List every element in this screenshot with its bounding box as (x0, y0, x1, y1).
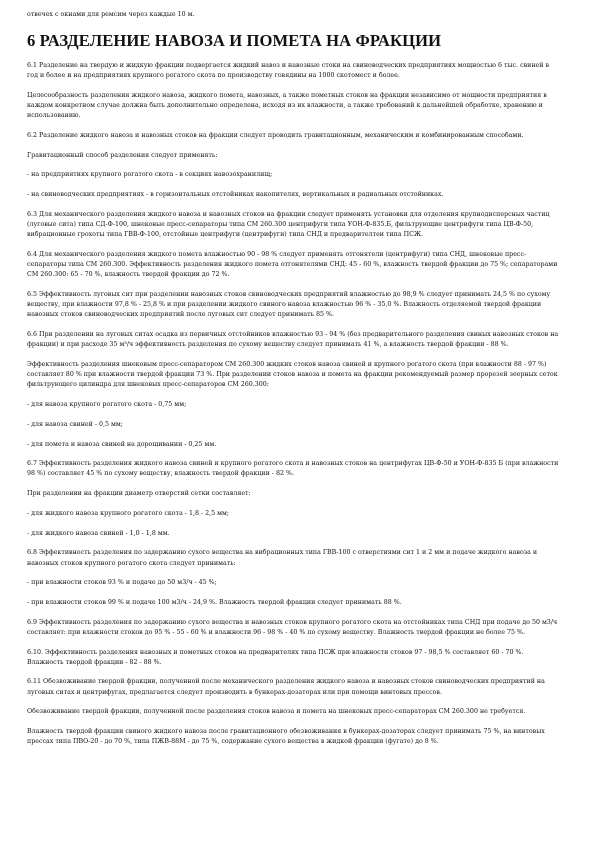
paragraph: 6.7 Эффективность разделения жидкого навоза свиней и крупного рогатого скота и навозных стоков на центрифугах ЦВ-Ф-50 и УОН-Ф-835 Б (при влажности 98 %) составляет 45 % по сухому веществу, влажность твердой фракции - 82 %. (27, 460, 559, 478)
section-title: 6 РАЗДЕЛЕНИЕ НАВОЗА И ПОМЕТА НА ФРАКЦИИ (27, 31, 442, 50)
paragraph: 6.3 Для механического разделения жидкого навоза и навозных стоков на фракции следует применять установки для отделения крупнодисперсных частиц (луговые сита) типа СД-Ф-100, шнековые пресс-сепараторы типа СМ 260.300 центрифуги типа УОН-Ф-835.Б, фильтрующие центрифуги типа ЦВ-Ф-50, вибрационные грохоты типа ГВВ-Ф-100, отстойные центрифуги (центрифуги) типа СНД и предварителтеи типа ПСЖ. (27, 210, 550, 239)
paragraph: - на свиноводческих предприятиях - в горизонтальных отстойниках накопителях, вертикальных и радиальных отстойниках. (27, 191, 444, 199)
paragraph: Эффективность разделения шнековым пресс-сепаратором СМ 260.300 жидких стоков навоза свиней и крупного рогатого скота (при влажности 88 - 97 %) составляет 80 % при влажности твердой фракции 73 %. При разделении стоков навоза и помета на фракции рекомендуемый размер прорезей зеерных сеток фильтрующего цилиндра для шнековых пресс-сепараторов СМ 260.300: (27, 361, 558, 389)
paragraph: - для помета и навоза свиней на дорощивании - 0,25 мм. (27, 440, 217, 448)
section-body (27, 61, 559, 747)
paragraph: 6.1 Разделение на твердую и жидкую фракции подвергается жидкий навоз и навозные стоки на свиноводческих предприятиях мощностью 6 тыс. свиней в год и более и на предприятиях крупного рогатого скота по производству говядины на 1000 скотомест и более. (27, 62, 550, 80)
paragraph: 6.5 Эффективность луговых сит при разделении навозных стоков свиноводческих предприятий влажностью до 98,9 % следует принимать 24,5 % по сухому веществу, при влажности 97,8 % - 25,8 % и при разделении жидкого свиного навоза влажностью 96 % - 35,0 %. Влажность отделяемой твердой фракции навозных стоков свиноводческих предприятий после луговых сит следует принимать 85 %. (27, 291, 551, 319)
paragraph: При разделении на фракции диаметр отверстий сетки составляет: (27, 490, 251, 498)
paragraph: Целесообразность разделения жидкого навоза, жидкого помета, навозных, а также пометных стоков на фракции независимо от мощности предприятия в каждом конкретном случае должна быть дополнительно определена, исходя из их влажности, а также требований к дальнейшей обработке, хранению и использованию. (27, 91, 547, 120)
paragraph: Влажность твердой фракции свиного жидкого навоза после гравитационного обезвоживания в бункерах-дозаторах следует принимать 75 %, на винтовых прессах типа ПВО-20 - до 70 %, типа ПЖВ-88М - до 75 %, содержание сухого вещества в жидкой фракции (фугате) до 8 %. (27, 728, 545, 746)
paragraph: 6.4 Для механического разделения жидкого помета влажностью 90 - 98 % следует применять отгонятели (центрифуги) типа СНД, шнековые пресс-сепараторы типа СМ 260.300. Эффективность разделения жидкого помета отгонятелями СНД: 45 - 60 %, влажность твердой фракции до 75 %; сепараторами СМ 260.300: 65 - 70 %, влажность твердой фракции до 72 %. (27, 250, 558, 279)
paragraph: 6.9 Эффективность разделения по задержанию сухого вещества и навозных стоков крупного рогатого скота на отстойниках типа СНД при подаче до 50 м3/ч составляет: при влажности стоков до 95 % - 55 - 60 % и влажности 96 - 98 % - 40 % по сухому веществу. Влажность твердой фракции не более 75 %. (27, 618, 558, 636)
paragraph: Гравитационный способ разделения следует применять: (27, 151, 218, 159)
paragraph: 6.6 При разделении на луговых ситах осадка из первичных отстойников влажностью 93 - 94 % (без предварительного разделения свиных навозных стоков на фракции) и при расходе 35 м³/ч эффективность разделения по сухому веществу следует принимать 41 %, а влажность твердой фракции - 88 %. (27, 331, 559, 349)
paragraph: - при влажности стоков 99 % и подаче 100 м3/ч - 24,9 %. Влажность твердой фракции следует принимать 88 %. (27, 598, 402, 606)
paragraph: 6.10. Эффективность разделения навозных и пометных стоков на предварителях типа ПСЖ при влажности стоков 97 - 98,5 % составляет 60 - 70 %. Влажность твердой фракции - 82 - 88 %. (27, 648, 524, 666)
paragraph: 6.11 Обезвоживание твердой фракции, полученной после механического разделения жидкого навоза и навозных стоков свиноводческих предприятий на луговых ситах и центрифугах, предлагается следует производить в бункерах-дозаторах или при помощи винтовых прессов. (27, 678, 545, 696)
paragraph: - для навоза крупного рогатого скота - 0,75 мм; (27, 401, 187, 409)
paragraph: 6.2 Разделение жидкого навоза и навозных стоков на фракции следует проводить гравитационным, механическим и комбинированным способами. (27, 132, 524, 140)
paragraph: - на предприятиях крупного рогатого скота - в секциях навозохранилищ; (27, 171, 273, 179)
paragraph: Обезвоживание твердой фракции, полученной после разделения стоков навоза и помета на шнековых пресс-сепараторах СМ 260.300 не требуется. (27, 708, 526, 716)
paragraph: 6.8 Эффективность разделения по задержанию сухого вещества на вибрационных типа ГВВ-100 с отверстиями сит 1 и 2 мм и подаче жидкого навоза и навозных стоков крупного рогатого скота следует принимать: (27, 549, 538, 567)
paragraph: - при влажности стоков 93 % и подаче до 50 м3/ч - 45 %; (27, 579, 217, 587)
intro-line: отвечех с окнами для ремсим через каждые 10 м. (27, 11, 195, 18)
paragraph: - для навоза свиней - 0,5 мм; (27, 420, 123, 428)
paragraph: - для жидкого навоза крупного рогатого скота - 1,8 - 2,5 мм; (27, 509, 230, 517)
paragraph: - для жидкого навоза свиней - 1,0 - 1,8 мм. (27, 529, 170, 537)
